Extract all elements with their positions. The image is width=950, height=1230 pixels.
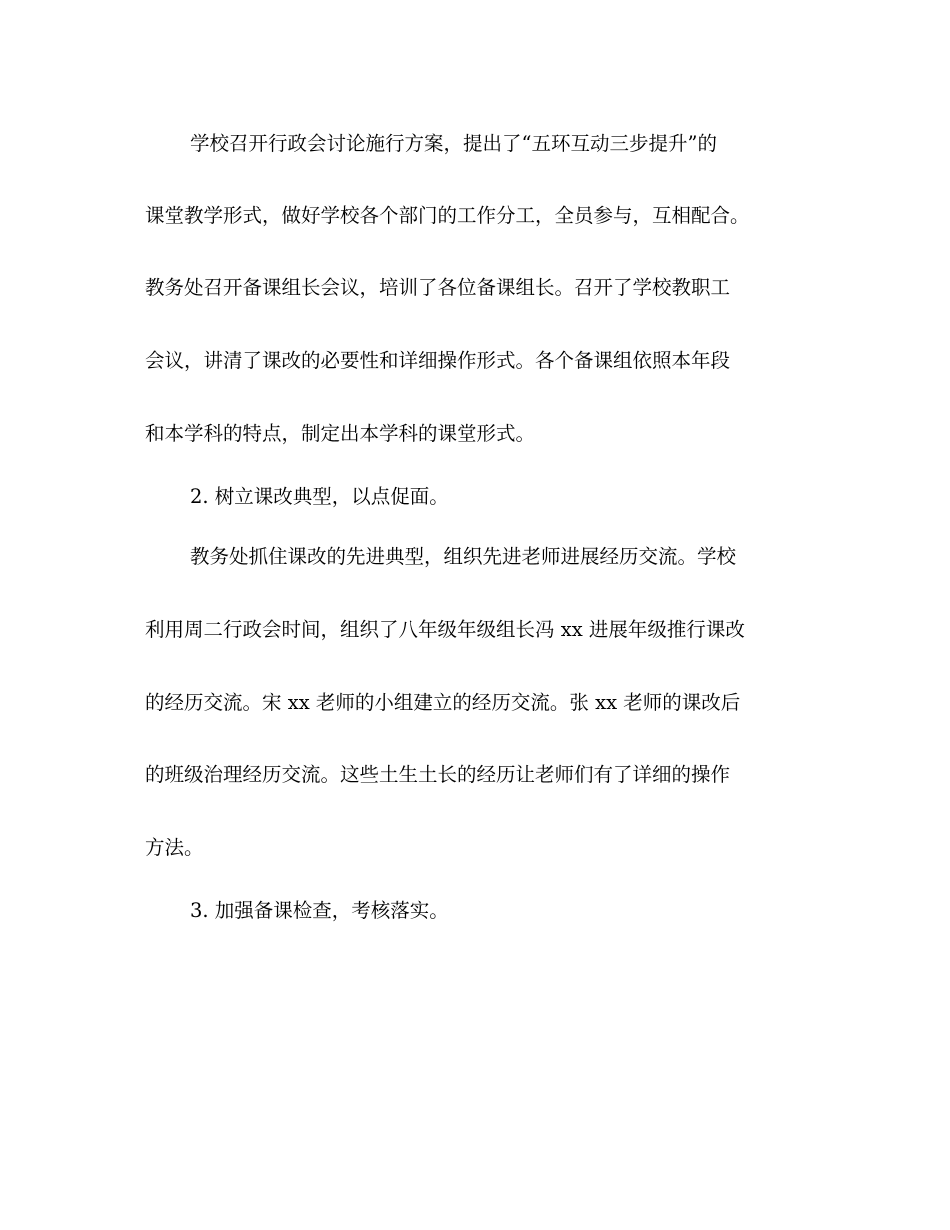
section-heading-3: 3. 加强备课检查，考核落实。	[190, 899, 449, 922]
paragraph-1-line-5: 和本学科的特点，制定出本学科的课堂形式。	[145, 422, 536, 445]
paragraph-1-line-4: 会议，讲清了课改的必要性和详细操作形式。各个备课组依照本年段	[145, 349, 731, 372]
paragraph-1-line-2: 课堂教学形式，做好学校各个部门的工作分工，全员参与，互相配合。	[145, 204, 750, 227]
paragraph-2-line-2: 利用周二行政会时间，组织了八年级年级组长冯 xx 进展年级推行课改	[145, 618, 745, 641]
paragraph-2-line-4: 的班级治理经历交流。这些土生土长的经历让老师们有了详细的操作	[145, 763, 731, 786]
paragraph-2-line-3: 的经历交流。宋 xx 老师的小组建立的经历交流。张 xx 老师的课改后	[145, 691, 741, 714]
paragraph-1-line-1: 学校召开行政会讨论施行方案，提出了“五环互动三步提升”的	[190, 132, 717, 155]
section-heading-2: 2. 树立课改典型，以点促面。	[190, 485, 449, 508]
paragraph-2-line-5: 方法。	[145, 836, 204, 859]
paragraph-1-line-3: 教务处召开备课组长会议，培训了各位备课组长。召开了学校教职工	[145, 276, 731, 299]
paragraph-2-line-1: 教务处抓住课改的先进典型，组织先进老师进展经历交流。学校	[190, 545, 737, 568]
